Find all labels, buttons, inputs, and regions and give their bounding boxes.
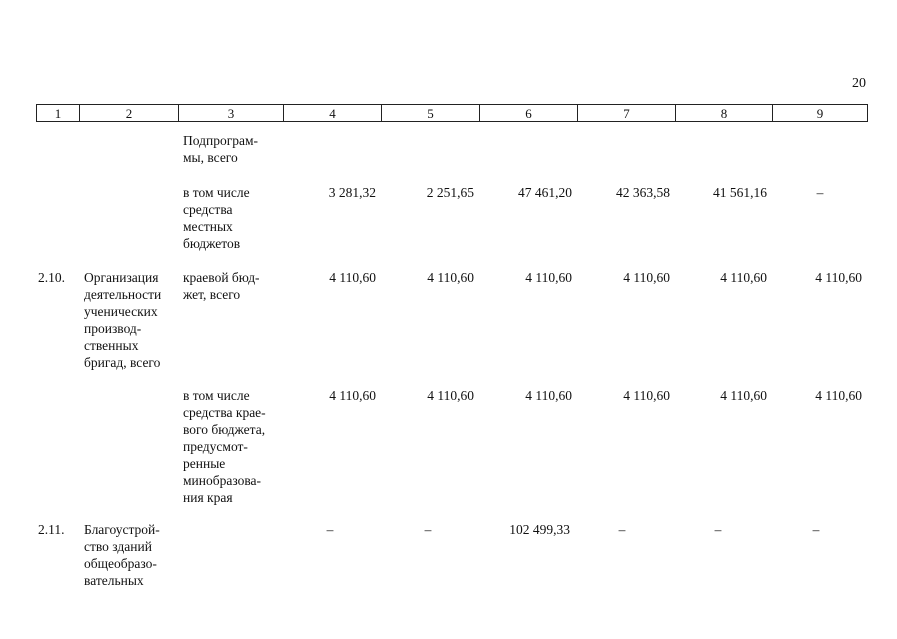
row-5-name: Благоустрой- ство зданий общеобразо- вательных xyxy=(84,522,160,588)
row-3-source: краевой бюд- жет, всего xyxy=(183,270,260,302)
row-2-value-7: 42 363,58 xyxy=(616,185,670,200)
header-col-3: 3 xyxy=(179,105,284,121)
row-3-name: Организация деятельности ученических производ- ственных бригад, всего xyxy=(84,270,162,370)
row-3-value-5: 4 110,60 xyxy=(427,270,474,285)
row-2-source: в том числе средства местных бюджетов xyxy=(183,185,250,251)
header-col-4: 4 xyxy=(284,105,382,121)
row-3-value-9: 4 110,60 xyxy=(815,270,862,285)
row-5-value-5: – xyxy=(424,522,432,537)
header-col-8: 8 xyxy=(676,105,773,121)
page-number: 20 xyxy=(852,76,866,91)
row-5-value-7: – xyxy=(618,522,626,537)
row-3-number: 2.10. xyxy=(38,270,65,285)
row-4-value-5: 4 110,60 xyxy=(427,388,474,403)
header-col-1: 1 xyxy=(37,105,80,121)
header-col-2: 2 xyxy=(80,105,179,121)
row-4-value-9: 4 110,60 xyxy=(815,388,862,403)
row-1-source: Подпрограм- мы, всего xyxy=(183,133,259,165)
row-4-value-6: 4 110,60 xyxy=(525,388,572,403)
row-3-value-8: 4 110,60 xyxy=(720,270,767,285)
row-4-value-8: 4 110,60 xyxy=(720,388,767,403)
row-4-value-4: 4 110,60 xyxy=(329,388,376,403)
row-2-value-4: 3 281,32 xyxy=(328,185,376,200)
row-4-value-7: 4 110,60 xyxy=(623,388,670,403)
header-col-7: 7 xyxy=(578,105,676,121)
row-2-value-8: 41 561,16 xyxy=(713,185,767,200)
row-2-value-9: – xyxy=(816,185,824,200)
row-5-value-4: – xyxy=(326,522,334,537)
row-3-value-7: 4 110,60 xyxy=(623,270,670,285)
row-5-value-9: – xyxy=(812,522,820,537)
row-2-value-6: 47 461,20 xyxy=(518,185,572,200)
row-5-value-8: – xyxy=(714,522,722,537)
row-5-value-6: 102 499,33 xyxy=(509,522,570,537)
header-col-5: 5 xyxy=(382,105,480,121)
row-5-number: 2.11. xyxy=(38,522,65,537)
header-col-6: 6 xyxy=(480,105,578,121)
row-3-value-6: 4 110,60 xyxy=(525,270,572,285)
table-header-row xyxy=(36,104,868,122)
header-col-9: 9 xyxy=(816,106,824,121)
row-4-source: в том числе средства крае- вого бюджета, предусмот- ренные минобразова- ния края xyxy=(183,388,266,505)
row-2-value-5: 2 251,65 xyxy=(426,185,474,200)
row-3-value-4: 4 110,60 xyxy=(329,270,376,285)
